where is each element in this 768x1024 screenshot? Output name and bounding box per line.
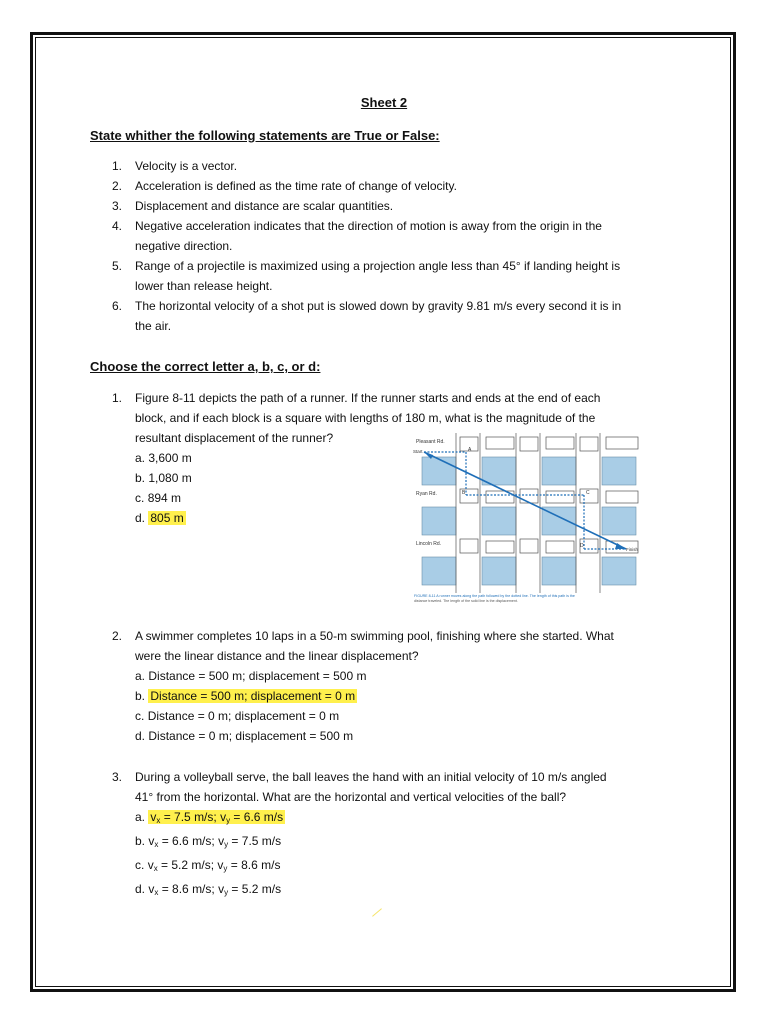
v-symbol: v (148, 882, 155, 896)
question-2-stem (90, 626, 675, 666)
finish-label: Finish (626, 547, 639, 552)
subscript-x: x (153, 864, 158, 873)
tf-item-text: negative direction. (135, 239, 233, 253)
question-text: A swimmer completes 10 laps in a 50-m swimming pool, finishing where she started. What (135, 629, 614, 643)
option-letter: d. (135, 511, 146, 525)
option-c (90, 855, 675, 879)
vy-value: 8.6 m/s (241, 858, 281, 872)
equals: = (230, 810, 244, 824)
point-d-label: D (580, 543, 584, 549)
point-c-label: C (586, 490, 590, 496)
tf-item-text: Negative acceleration indicates that the direction of motion is away from the origin in the (135, 219, 602, 233)
tf-item-text: Range of a projectile is maximized using a projection angle less than 45° if landing height is (135, 259, 621, 273)
highlighted-answer: Distance = 500 m; displacement = 0 m (150, 689, 356, 703)
option-letter: b. (135, 471, 146, 485)
option-a (90, 666, 675, 686)
option-letter: b. (135, 689, 146, 703)
v-symbol: v (147, 858, 154, 872)
equals: = (160, 810, 175, 824)
subscript-y: y (226, 816, 231, 825)
question-text: During a volleyball serve, the ball leaves the hand with an initial velocity of 10 m/s angled (135, 770, 607, 784)
subscript-y: y (224, 840, 229, 849)
vx-value: 8.6 m/s (172, 882, 212, 896)
question-text: Figure 8-11 depicts the path of a runner. If the runner starts and ends at the end of each (135, 391, 601, 405)
runner-path-figure (412, 433, 644, 605)
figure-caption-line-2: distance traveled. The length of the solid line is the displacement. (414, 599, 518, 603)
tf-item-text: the air. (135, 319, 172, 333)
tf-item-number: 1. (112, 159, 123, 173)
subscript-x: x (156, 816, 161, 825)
tf-item-number: 3. (112, 199, 123, 213)
v-symbol: v (217, 858, 224, 872)
equals: = (228, 834, 242, 848)
option-d (90, 879, 675, 903)
option-b (90, 686, 675, 706)
section2-heading: Choose the correct letter a, b, c, or d: (90, 359, 321, 374)
tf-item-1 (90, 156, 675, 176)
option-text: 1,080 m (148, 471, 192, 485)
tf-item-2 (90, 176, 675, 196)
subscript-y: y (224, 888, 229, 897)
option-text: 894 m (147, 491, 182, 505)
tf-item-number: 5. (112, 259, 123, 273)
tf-item-text: Acceleration is defined as the time rate of change of velocity. (135, 179, 457, 193)
option-letter: a. (135, 669, 146, 683)
subscript-y: y (223, 864, 228, 873)
vx-value: 5.2 m/s (171, 858, 211, 872)
option-c (90, 706, 675, 726)
vy-value: 5.2 m/s (241, 882, 282, 896)
question-text: resultant displacement of the runner? (135, 431, 334, 445)
tf-item-6 (90, 296, 675, 336)
tf-item-number: 6. (112, 299, 123, 313)
tf-item-text: Displacement and distance are scalar quantities. (135, 199, 394, 213)
tf-item-text: The horizontal velocity of a shot put is slowed down by gravity 9.81 m/s every second it is in (135, 299, 622, 313)
option-a (90, 807, 675, 831)
separator: ; (211, 834, 219, 848)
highlighted-answer (148, 810, 285, 824)
road-label-pleasant: Pleasant Rd. (416, 439, 445, 445)
option-d (90, 726, 675, 746)
vx-value: 7.5 m/s (174, 810, 214, 824)
question-3-stem (90, 767, 675, 807)
tf-item-text: Velocity is a vector. (135, 159, 238, 173)
vy-value: 6.6 m/s (243, 810, 284, 824)
point-b-label: B (462, 490, 466, 496)
vx-value: 6.6 m/s (172, 834, 212, 848)
tf-item-5 (90, 256, 675, 296)
highlighter-mark (372, 908, 382, 916)
option-text: Distance = 0 m; displacement = 500 m (148, 729, 354, 743)
subscript-x: x (154, 888, 159, 897)
option-letter: a. (135, 810, 146, 824)
option-letter: d. (135, 729, 146, 743)
v-symbol: v (218, 882, 225, 896)
question-number: 2. (112, 629, 123, 643)
equals: = (158, 834, 173, 848)
v-symbol: v (148, 834, 155, 848)
true-false-list (90, 156, 675, 336)
option-letter: c. (135, 858, 145, 872)
question-2 (90, 626, 675, 746)
option-letter: c. (135, 709, 145, 723)
equals: = (157, 858, 172, 872)
question-text: 41° from the horizontal. What are the horizontal and vertical velocities of the ball? (135, 790, 567, 804)
option-text: Distance = 0 m; displacement = 0 m (147, 709, 340, 723)
road-label-lincoln: Lincoln Rd. (416, 541, 442, 547)
v-symbol: v (150, 810, 157, 824)
option-letter: b. (135, 834, 146, 848)
tf-item-4 (90, 216, 675, 256)
tf-item-text: lower than release height. (135, 279, 273, 293)
separator: ; (213, 810, 221, 824)
point-a-label: A (468, 447, 472, 453)
vy-value: 7.5 m/s (241, 834, 282, 848)
road-label-ryan: Ryan Rd. (416, 491, 437, 497)
figure-caption-line-1: FIGURE 8-11 A runner moves along the path followed by the dotted line. The length of this path is the (414, 594, 575, 598)
option-letter: d. (135, 882, 146, 896)
option-letter: a. (135, 451, 146, 465)
question-3 (90, 767, 675, 903)
question-number: 3. (112, 770, 123, 784)
separator: ; (211, 882, 219, 896)
v-symbol: v (218, 834, 225, 848)
start-label: Start (413, 449, 423, 454)
equals: = (158, 882, 173, 896)
sheet-title: Sheet 2 (360, 95, 408, 110)
option-letter: c. (135, 491, 145, 505)
question-text: were the linear distance and the linear displacement? (135, 649, 419, 663)
question-number: 1. (112, 391, 123, 405)
highlighted-answer: 805 m (150, 511, 184, 525)
option-b (90, 831, 675, 855)
tf-item-3 (90, 196, 675, 216)
equals: = (228, 882, 242, 896)
v-symbol: v (220, 810, 227, 824)
subscript-x: x (154, 840, 159, 849)
equals: = (227, 858, 242, 872)
tf-item-number: 2. (112, 179, 123, 193)
question-text: block, and if each block is a square with lengths of 180 m, what is the magnitude of the (135, 411, 596, 425)
option-text: Distance = 500 m; displacement = 500 m (148, 669, 367, 683)
section1-heading: State whither the following statements are True or False: (90, 128, 440, 143)
option-text: 3,600 m (148, 451, 192, 465)
tf-item-number: 4. (112, 219, 123, 233)
separator: ; (210, 858, 218, 872)
